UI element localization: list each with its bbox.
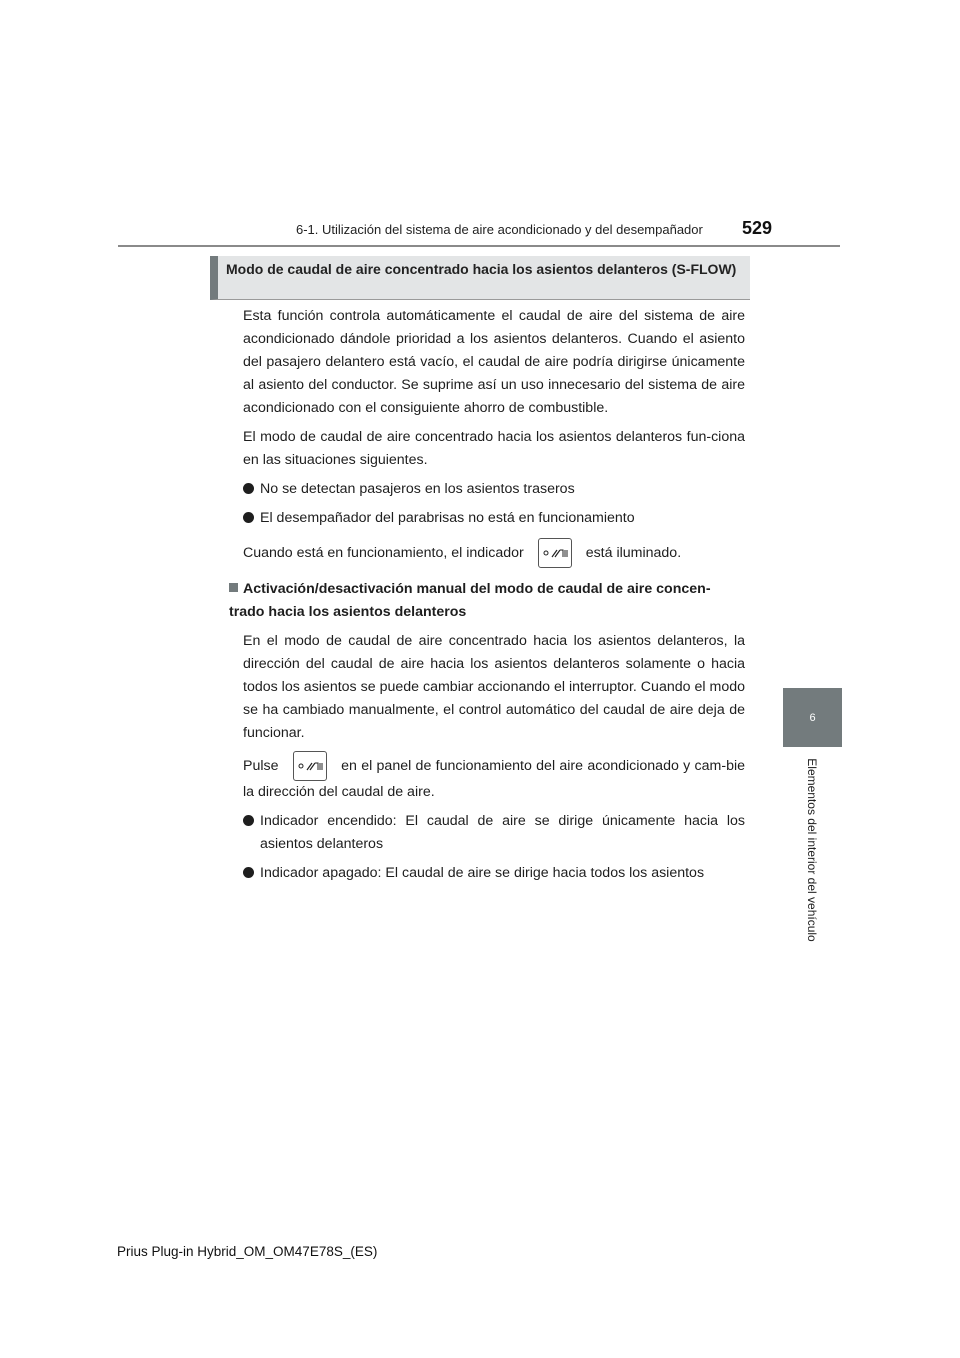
square-bullet-icon [229,583,238,592]
list-item-text: Indicador encendido: El caudal de aire se dirige únicamente hacia los asientos delanteros [260,813,745,852]
press-instruction [243,751,745,804]
bullet-icon [243,815,254,826]
chapter-number: 6 [809,711,816,724]
section-title: Modo de caudal de aire concentrado hacia los asientos delanteros (S-FLOW) [226,261,737,277]
subheading [229,578,745,624]
indicator-text-after: está iluminado. [585,544,682,561]
list-item-text: No se detectan pasajeros en los asientos traseros [260,481,575,497]
bullet-icon [243,512,254,523]
bullet-icon [243,483,254,494]
list-item [243,862,745,885]
intro-paragraph: Esta función controla automáticamente el caudal de aire del sistema de aire acondicionado dándole prioridad a los asientos delanteros. Cuando el asiento del pasajero delantero está vacío, el caudal de aire podría dirigirse únicamente al asiento del conductor. Se suprime así un uso innecesario del sistema de aire acondicionado con el consiguiente ahorro de combustible. [243,308,745,416]
bullet-icon [243,867,254,878]
indicator-text-before: Cuando está en funcionamiento, el indicador [243,544,524,561]
header-title: 6-1. Utilización del sistema de aire acondicionado y del desempañador [296,222,703,237]
main-content [229,305,745,891]
list-item-text: El desempañador del parabrisas no está en funcionamiento [260,510,635,526]
chapter-label: Elementos del interior del vehículo [805,758,819,942]
list-item-text: Indicador apagado: El caudal de aire se dirige hacia todos los asientos [260,865,705,881]
conditions-paragraph: El modo de caudal de aire concentrado hacia los asientos delanteros fun-ciona en las situaciones siguientes. [243,429,745,468]
s-flow-button-icon [293,751,327,781]
indicator-line [243,538,745,568]
list-item [243,810,745,856]
s-flow-indicator-icon [538,538,572,568]
page-number: 529 [742,218,773,238]
footer-text: Prius Plug-in Hybrid_OM_OM47E78S_(ES) [117,1244,378,1259]
header-divider [118,245,840,247]
subheading-text: Activación/desactivación manual del modo de caudal de aire concen-trado hacia los asientos delanteros [229,581,711,620]
list-item [243,507,745,530]
press-text-after: en el panel de funcionamiento del aire acondicionado y cam-bie la dirección del caudal de aire. [243,757,745,800]
list-item [243,478,745,501]
press-text-before: Pulse [243,757,279,774]
manual-mode-paragraph: En el modo de caudal de aire concentrado hacia los asientos delanteros, la dirección del caudal de aire hacia los asientos delanteros solamente o hacia todos los asientos se puede cambiar accionando el interruptor. Cuando el modo se ha cambiado manualmente, el control automático del caudal de aire deja de funcionar. [243,633,745,741]
section-heading-box [210,256,750,300]
chapter-tab [783,688,842,747]
